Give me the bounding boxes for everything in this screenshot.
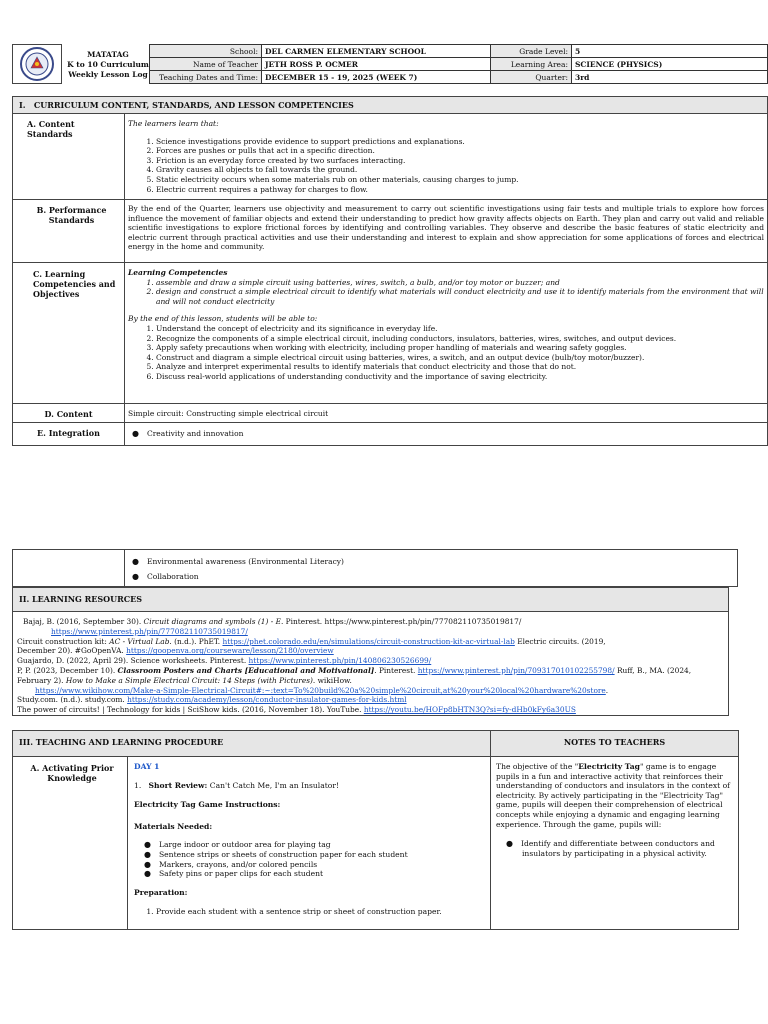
notes-text-part: The objective of the " (496, 762, 579, 771)
ref-text: P, P. (2023, December 10). (17, 665, 118, 675)
notes-heading (490, 730, 739, 757)
content-standards-label-cell (12, 113, 125, 200)
content-cell (124, 403, 768, 423)
quarter-label: Quarter: (491, 71, 572, 84)
list-item: ● Safety pins or paper clips for each student (144, 869, 484, 879)
ref-link[interactable]: https://goopenva.org/courseware/lesson/2180/overview (126, 646, 334, 656)
list-item: 2. design and construct a simple electrical circuit to identify what materials will conduct electricity and use it to identify materials from the environment that will and will not conduct electricity (156, 287, 764, 306)
list-item: 3. Apply safety precautions when working with electricity, including proper handling of materials and wearing safety goggles. (156, 343, 764, 353)
list-item: ● Environmental awareness (Environmental Literacy) (132, 557, 734, 567)
learning-resources-cell (12, 611, 729, 716)
preparation-title: Preparation: (134, 887, 188, 897)
materials-list (134, 840, 484, 878)
content-label: D. Content (44, 409, 93, 419)
list-item: 5. Analyze and interpret experimental results to identify materials that conduct electricity and those that do not. (156, 362, 764, 372)
header-info-table (149, 44, 768, 84)
section-1-title: CURRICULUM CONTENT, STANDARDS, AND LESSON COMPETENCIES (33, 100, 354, 110)
integration-continued-list (128, 557, 734, 581)
integration-label-cell (12, 422, 125, 446)
competencies-label-cell (12, 262, 125, 404)
ref-title: How to Make a Simple Electrical Circuit: 14 Steps (with Pictures) (65, 675, 313, 685)
list-item: 4. Construct and diagram a simple electrical circuit using batteries, wires, a switch, and an output device (bulb/toy motor/buzzer). (156, 353, 764, 363)
list-item: ● Large indoor or outdoor area for playing tag (144, 840, 484, 850)
ref-link[interactable]: https://youtu.be/HOFp8bHTN3Q?si=fy-dHb0kFy6a30US (363, 705, 576, 715)
list-item: 5. Static electricity occurs when some materials rub on other materials, causing charges to jump. (156, 175, 764, 185)
ref-link[interactable]: https://study.com/academy/lesson/conductor-insulator-games-for-kids.html (127, 695, 407, 705)
list-item: 2. Forces are pushes or pulls that act in a specific direction. (156, 146, 764, 156)
teacher-value: JETH ROSS P. OCMER (262, 58, 491, 71)
ref-title: AC - Virtual Lab (109, 636, 170, 646)
grade-value: 5 (572, 45, 768, 58)
list-item: 1. Science investigations provide evidence to support predictions and explanations. (156, 137, 764, 147)
org-line-3: Weekly Lesson Log (68, 70, 148, 79)
dates-value: DECEMBER 15 - 19, 2025 (WEEK 7) (262, 71, 491, 84)
list-item: 1. Provide each student with a sentence strip or sheet of construction paper. (156, 907, 484, 917)
teacher-label: Name of Teacher (150, 58, 262, 71)
section-1-number: I. (19, 100, 26, 110)
list-item: 4. Gravity causes all objects to fall towards the ground. (156, 165, 764, 175)
performance-standards-text: By the end of the Quarter, learners use objectivity and measurement to carry out scientific investigations using fair tests and multiple trials to explore how forces influence the movement of familiar objects and extend their understanding to predict how gravity affects objects on Earth. They plan and carry out valid and reliable scientific investigations to explore frictional forces by identifying and controlling variables. They observe and describe the basic features of static electricity and electric current through practical activities and use their understanding and interest to explain and show appreciation for some applications of forces and electrical energy in the home and community. (128, 204, 764, 252)
list-item: 6. Electric current requires a pathway for charges to flow. (156, 185, 764, 195)
notes-text-part: " game is to engage pupils in a fun and interactive activity that reinforces their understanding of conductors and insulators in the context of electricity. By actively participating in the "Electricity Tag" game, pupils will deepen their comprehension of electrical concepts while enjoying a dynamic and engaging learning experience. Through the game, pupils will: (496, 762, 730, 829)
reference-5 (17, 666, 724, 676)
integration-label: E. Integration (37, 428, 100, 438)
notes-text (496, 762, 733, 829)
activating-label-cell (12, 756, 128, 930)
competencies-label: C. Learning Competencies and Objectives (33, 269, 116, 299)
ref-text: Guajardo, D. (2022, April 29). Science worksheets. Pinterest. (17, 656, 249, 666)
ref-link[interactable]: https://www.pinterest.ph/pin/777082110735019817/ (51, 626, 248, 636)
seal-icon (13, 45, 61, 83)
list-item: ● Identify and differentiate between conductors and insulators by participating in a physical activity. (506, 839, 733, 858)
ref-text: Ruff, B., MA. (2024, (614, 665, 692, 675)
content-text: Simple circuit: Constructing simple electrical circuit (128, 409, 329, 418)
grade-label: Grade Level: (491, 45, 572, 58)
preparation-list (134, 907, 484, 917)
reference-1 (17, 617, 724, 627)
objectives-list (128, 324, 764, 382)
org-line-1: MATATAG (87, 50, 129, 59)
ref-text: Electric circuits. (2019, (514, 636, 606, 646)
ref-text: . (n.d.). PhET. (169, 636, 223, 646)
materials-title: Materials Needed: (134, 821, 213, 831)
ref-text: Bajaj, B. (2016, September 30). (23, 617, 144, 626)
content-standards-intro: The learners learn that: (128, 119, 219, 128)
ref-link[interactable]: https://www.pinterest.ph/pin/709317010102255798/ (417, 665, 615, 675)
performance-standards-label: B. Performance Standards (36, 205, 107, 225)
lesson-log-header (12, 44, 768, 84)
org-line-2: K to 10 Curriculum (67, 60, 149, 69)
review-text: Can't Catch Me, I'm an Insulator! (207, 780, 340, 790)
ref-link[interactable]: https://www.pinterest.ph/pin/140806230526699/ (248, 656, 432, 666)
list-item: 1. Understand the concept of electricity and its significance in everyday life. (156, 324, 764, 334)
content-label-cell (12, 403, 125, 423)
competencies-list (128, 278, 764, 307)
section-2-title: II. LEARNING RESOURCES (19, 594, 142, 604)
ref-text: . (605, 685, 609, 695)
short-review (134, 781, 484, 791)
ref-text: Circuit construction kit: (17, 636, 110, 646)
objectives-intro: By the end of this lesson, students will be able to: (128, 314, 318, 324)
ref-text: February 2). (17, 675, 66, 685)
activating-label: A. Activating Prior Knowledge (30, 763, 114, 783)
ref-text: . wikiHow. (312, 675, 352, 685)
section-1-heading (12, 96, 768, 114)
ref-title: Classroom Posters and Charts [Educational and Motivational] (117, 665, 375, 675)
ref-text: . Pinterest. https://www.pinterest.ph/pin/777082110735019817/ (280, 617, 522, 626)
competencies-cell (124, 262, 768, 404)
list-item: ● Sentence strips or sheets of construction paper for each student (144, 850, 484, 860)
quarter-value: 3rd (572, 71, 768, 84)
list-item: 1. assemble and draw a simple circuit using batteries, wires, switch, a bulb, and/or toy motor or buzzer; and (156, 278, 764, 288)
ref-title: Circuit diagrams and symbols (1) - E (143, 617, 281, 626)
ref-link[interactable]: https://phet.colorado.edu/en/simulations/circuit-construction-kit-ac-virtual-lab (222, 636, 515, 646)
school-value: DEL CARMEN ELEMENTARY SCHOOL (262, 45, 491, 58)
list-item: 6. Discuss real-world applications of understanding conductivity and the importance of saving electricity. (156, 372, 764, 382)
ref-text: Study.com. (n.d.). study.com. (17, 695, 128, 705)
integration-cell (124, 422, 768, 446)
area-value: SCIENCE (PHYSICS) (572, 58, 768, 71)
notes-bold: Electricity Tag (578, 762, 640, 771)
reference-4 (17, 656, 724, 666)
lesson-log-title (62, 50, 154, 80)
list-item: 3. Friction is an everyday force created by two surfaces interacting. (156, 156, 764, 166)
list-item: ● Markers, crayons, and/or colored pencils (144, 860, 484, 870)
notes-list (496, 839, 733, 858)
dates-label: Teaching Dates and Time: (150, 71, 262, 84)
game-title: Electricity Tag Game Instructions: (134, 800, 281, 810)
section-2-heading (12, 587, 729, 612)
performance-standards-label-cell (12, 199, 125, 263)
reference-6 (17, 676, 724, 686)
notes-cell (490, 756, 739, 930)
integration-continued-label-cell (12, 549, 125, 587)
activating-content-cell (127, 756, 491, 930)
deped-seal (12, 44, 62, 84)
notes-title: NOTES TO TEACHERS (563, 737, 666, 747)
ref-text: The power of circuits! | Technology for kids | SciShow kids. (2016, November 18). YouTube. (17, 705, 364, 715)
section-3-heading (12, 730, 491, 757)
list-item: 2. Recognize the components of a simple electrical circuit, including conductors, insulators, batteries, wires, switches, and output devices. (156, 334, 764, 344)
day-label: DAY 1 (134, 762, 160, 771)
integration-list (128, 429, 764, 439)
list-item: ● Collaboration (132, 572, 734, 582)
reference-2 (17, 637, 724, 647)
content-standards-cell (124, 113, 768, 200)
reference-3 (17, 646, 724, 656)
section-3-title: III. TEACHING AND LEARNING PROCEDURE (19, 737, 224, 747)
content-standards-list (128, 137, 764, 195)
area-label: Learning Area: (491, 58, 572, 71)
performance-standards-cell (124, 199, 768, 263)
review-number: 1. (134, 780, 142, 790)
reference-7 (17, 695, 724, 705)
ref-link[interactable]: https://www.wikihow.com/Make-a-Simple-Electrical-Circuit#:~:text=To%20build%20a%20simple%20circuit,at%20your%20local%20hardware%20store (35, 685, 606, 695)
list-item: ● Creativity and innovation (132, 429, 764, 439)
content-standards-label: A. Content Standards (27, 119, 75, 139)
ref-text: . Pinterest. (374, 665, 418, 675)
ref-text: December 20). #GoOpenVA. (17, 646, 127, 656)
review-label: Short Review: (148, 780, 208, 790)
integration-continued-cell (124, 549, 738, 587)
competencies-heading: Learning Competencies (128, 268, 228, 277)
reference-8 (17, 705, 724, 715)
school-label: School: (150, 45, 262, 58)
